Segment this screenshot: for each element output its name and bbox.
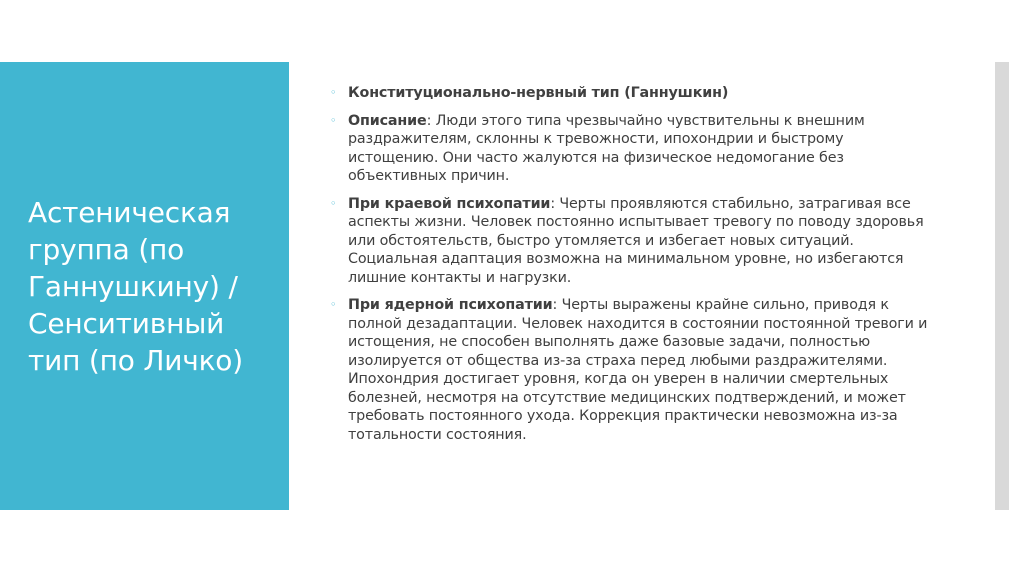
bullet-text: : Черты проявляются стабильно, затрагивая все аспекты жизни. Человек постоянно испытывает тревогу по поводу здоровья или обстоятельств, быстро утомляется и избегает новых ситуаций. Социальная адаптация возможна на минимальном уровне, но избегаются лишние контакты и нагрузки. — [348, 195, 924, 286]
slide-title: Астеническая группа (по Ганнушкину) / Сенситивный тип (по Личко) — [28, 195, 243, 377]
bullet-text: : Черты выражены крайне сильно, приводя к полной дезадаптации. Человек находится в состоянии постоянной тревоги и истощения, не способен выполнять даже базовые задачи, полностью изолируется от общества из-за страха перед любыми раздражителями. Ипохондрия достигает уровня, когда он уверен в наличии смертельных болезней, несмотря на отсутствие медицинских подтверждений, и может требовать постоянного ухода. Коррекция практически невозможна из-за тотальности состояния. — [348, 297, 928, 443]
title-panel — [0, 62, 289, 510]
bullet-item — [330, 84, 938, 103]
bullet-label: При ядерной психопатии — [348, 297, 553, 313]
bullet-item — [330, 296, 938, 444]
bullet-dot-icon: ◦ — [330, 113, 337, 127]
bullet-text: : Люди этого типа чрезвычайно чувствительны к внешним раздражителям, склонны к тревожности, ипохондрии и быстрому истощению. Они часто жалуются на физическое недомогание без объективных причин. — [348, 112, 865, 184]
bullet-label: Конституционально-нервный тип (Ганнушкин) — [348, 85, 729, 101]
bullet-item — [330, 195, 938, 288]
bullet-label: Описание — [348, 112, 427, 129]
bullet-item — [330, 112, 938, 186]
bullet-dot-icon: ◦ — [330, 86, 337, 99]
content-area — [330, 84, 938, 453]
scrollbar[interactable] — [995, 62, 1009, 510]
bullet-dot-icon: ◦ — [330, 196, 337, 210]
bullet-label: При краевой психопатии — [348, 195, 551, 212]
bullet-dot-icon: ◦ — [330, 298, 337, 311]
